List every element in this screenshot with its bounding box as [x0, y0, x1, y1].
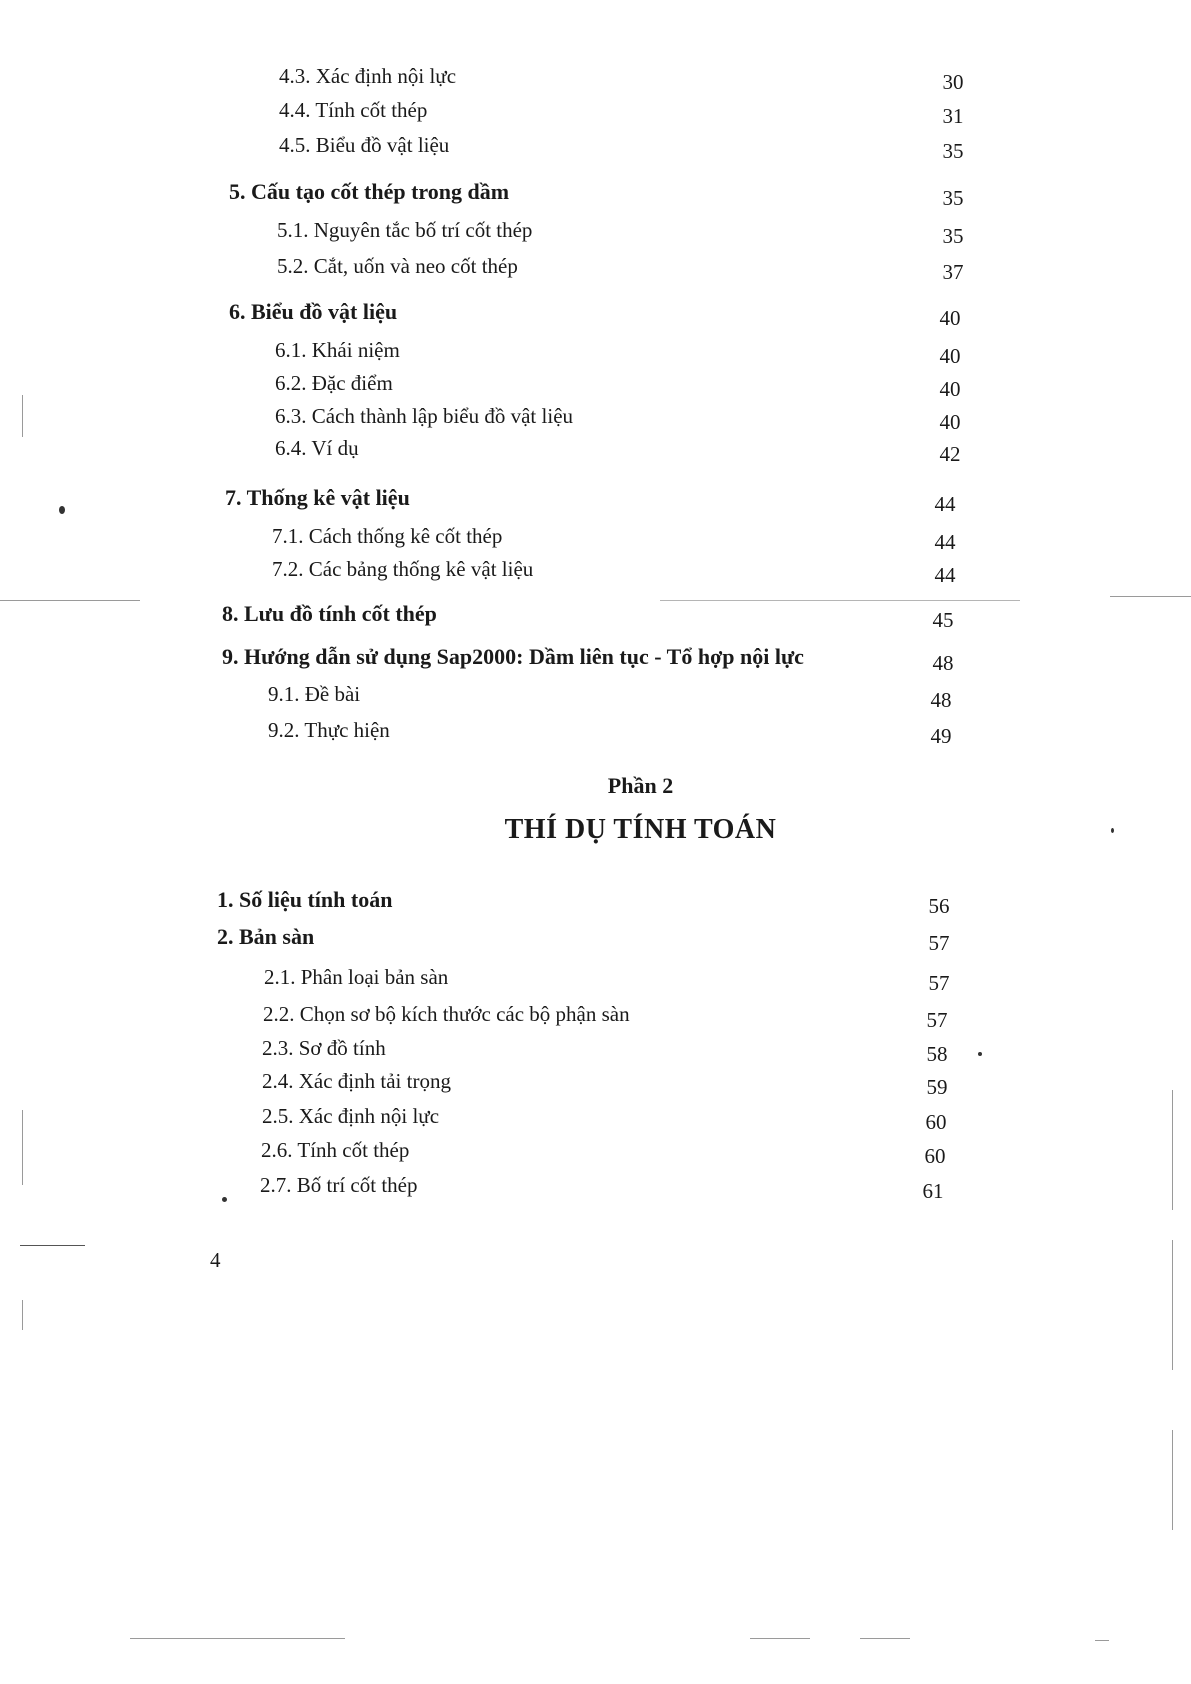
scan-artifact-line	[660, 600, 1020, 601]
scan-artifact-line	[860, 1638, 910, 1639]
toc-entry-title: 2.7. Bố trí cốt thép	[260, 1173, 418, 1197]
toc-entry	[0, 643, 1191, 675]
scan-artifact-line	[1095, 1640, 1109, 1641]
scan-artifact-speck	[59, 506, 65, 514]
toc-entry	[0, 600, 1191, 632]
toc-entry	[0, 716, 1191, 748]
toc-entry-title: 8. Lưu đồ tính cốt thép	[222, 601, 437, 626]
toc-entry-page: 49	[930, 724, 952, 748]
toc-entry-title: 2.4. Xác định tải trọng	[262, 1069, 451, 1093]
toc-entry-title: 4.4. Tính cốt thép	[279, 98, 428, 122]
scan-artifact-line	[1172, 1240, 1173, 1370]
toc-entry	[0, 923, 1191, 955]
toc-entry-title: 6. Biểu đồ vật liệu	[229, 299, 398, 324]
toc-entry-title: 9. Hướng dẫn sử dụng Sap2000: Dầm liên tục - Tổ hợp nội lực	[222, 644, 804, 669]
toc-entry-title: 9.2. Thực hiện	[268, 718, 390, 742]
scan-artifact-speck	[1111, 828, 1114, 833]
toc-entry-title: 6.4. Ví dụ	[275, 436, 359, 460]
toc-entry	[0, 96, 1191, 128]
toc-entry-page: 40	[939, 410, 961, 434]
toc-entry	[0, 555, 1191, 587]
toc-entry	[0, 522, 1191, 554]
toc-entry-page: 56	[928, 894, 950, 918]
toc-entry-page: 44	[934, 530, 956, 554]
toc-entry-title: 4.3. Xác định nội lực	[279, 64, 457, 88]
toc-entry-title: 2. Bản sàn	[217, 924, 315, 949]
toc-entry-page: 42	[939, 442, 961, 466]
toc-entry-title: 2.2. Chọn sơ bộ kích thước các bộ phận sàn	[263, 1002, 630, 1026]
toc-entry-page: 37	[942, 260, 964, 284]
toc-entry-page: 40	[939, 306, 961, 330]
toc-entry	[0, 1136, 1191, 1168]
scan-artifact-line	[0, 600, 140, 601]
scan-artifact-line	[20, 1245, 85, 1246]
page-number: 4	[210, 1248, 221, 1272]
part-title: THÍ DỤ TÍNH TOÁN	[504, 814, 777, 845]
scan-artifact-line	[1172, 1430, 1173, 1530]
toc-entry	[0, 131, 1191, 163]
toc-entry	[0, 369, 1191, 401]
toc-entry-page: 60	[924, 1144, 946, 1168]
toc-entry-title: 2.5. Xác định nội lực	[262, 1104, 440, 1128]
toc-entry-title: 2.3. Sơ đồ tính	[262, 1036, 386, 1060]
toc-entry	[0, 434, 1191, 466]
toc-entry-page: 30	[942, 70, 964, 94]
part-label: Phần 2	[607, 773, 674, 798]
toc-entry-page: 35	[942, 186, 964, 210]
toc-entry-page: 44	[934, 563, 956, 587]
toc-entry-title: 4.5. Biểu đồ vật liệu	[279, 133, 450, 157]
toc-entry-page: 40	[939, 344, 961, 368]
toc-entry	[0, 216, 1191, 248]
scan-artifact-line	[130, 1638, 345, 1639]
scan-artifact-speck	[222, 1197, 227, 1202]
scan-artifact-line	[22, 1300, 23, 1330]
scan-artifact-line	[750, 1638, 810, 1639]
toc-entry	[0, 680, 1191, 712]
toc-entry	[0, 1000, 1191, 1032]
toc-entry-page: 35	[942, 224, 964, 248]
toc-entry	[0, 1102, 1191, 1134]
toc-entry	[0, 298, 1191, 330]
toc-entry	[0, 484, 1191, 516]
toc-entry-title: 2.6. Tính cốt thép	[261, 1138, 410, 1162]
toc-entry	[0, 62, 1191, 94]
toc-entry-title: 5.1. Nguyên tắc bố trí cốt thép	[277, 218, 533, 242]
toc-entry	[0, 1171, 1191, 1203]
toc-entry-page: 44	[934, 492, 956, 516]
toc-entry-page: 57	[928, 971, 950, 995]
toc-entry-title: 6.3. Cách thành lập biểu đồ vật liệu	[275, 404, 574, 428]
toc-entry-title: 7.1. Cách thống kê cốt thép	[272, 524, 503, 548]
scan-artifact-speck	[978, 1052, 982, 1056]
toc-entry-page: 40	[939, 377, 961, 401]
toc-entry	[0, 886, 1191, 918]
toc-entry	[0, 402, 1191, 434]
toc-entry-page: 60	[925, 1110, 947, 1134]
toc-entry-title: 7.2. Các bảng thống kê vật liệu	[272, 557, 534, 581]
scan-artifact-line	[22, 1110, 23, 1185]
toc-entry-title: 5.2. Cắt, uốn và neo cốt thép	[277, 254, 518, 278]
toc-entry-page: 61	[922, 1179, 944, 1203]
scan-artifact-line	[22, 395, 23, 437]
toc-entry-page: 57	[928, 931, 950, 955]
toc-entry-page: 35	[942, 139, 964, 163]
toc-entry	[0, 252, 1191, 284]
toc-entry-title: 6.2. Đặc điểm	[275, 371, 393, 395]
toc-entry-title: 2.1. Phân loại bản sàn	[264, 965, 449, 989]
toc-entry-title: 9.1. Đề bài	[268, 682, 361, 706]
toc-entry-title: 5. Cấu tạo cốt thép trong dầm	[229, 179, 510, 204]
toc-entry-page: 48	[930, 688, 952, 712]
scan-artifact-line	[1110, 596, 1191, 597]
toc-entry-page: 31	[942, 104, 964, 128]
toc-entry	[0, 1067, 1191, 1099]
toc-entry	[0, 1034, 1191, 1066]
toc-entry-title: 1. Số liệu tính toán	[217, 887, 393, 912]
toc-entry-page: 45	[932, 608, 954, 632]
toc-entry-title: 6.1. Khái niệm	[275, 338, 400, 362]
toc-entry-page: 48	[932, 651, 954, 675]
toc-entry-page: 57	[926, 1008, 948, 1032]
toc-entry-page: 59	[926, 1075, 948, 1099]
toc-entry	[0, 178, 1191, 210]
toc-entry	[0, 336, 1191, 368]
scan-artifact-line	[1172, 1090, 1173, 1210]
toc-entry-page: 58	[926, 1042, 948, 1066]
toc-entry-title: 7. Thống kê vật liệu	[225, 485, 410, 510]
toc-entry	[0, 963, 1191, 995]
